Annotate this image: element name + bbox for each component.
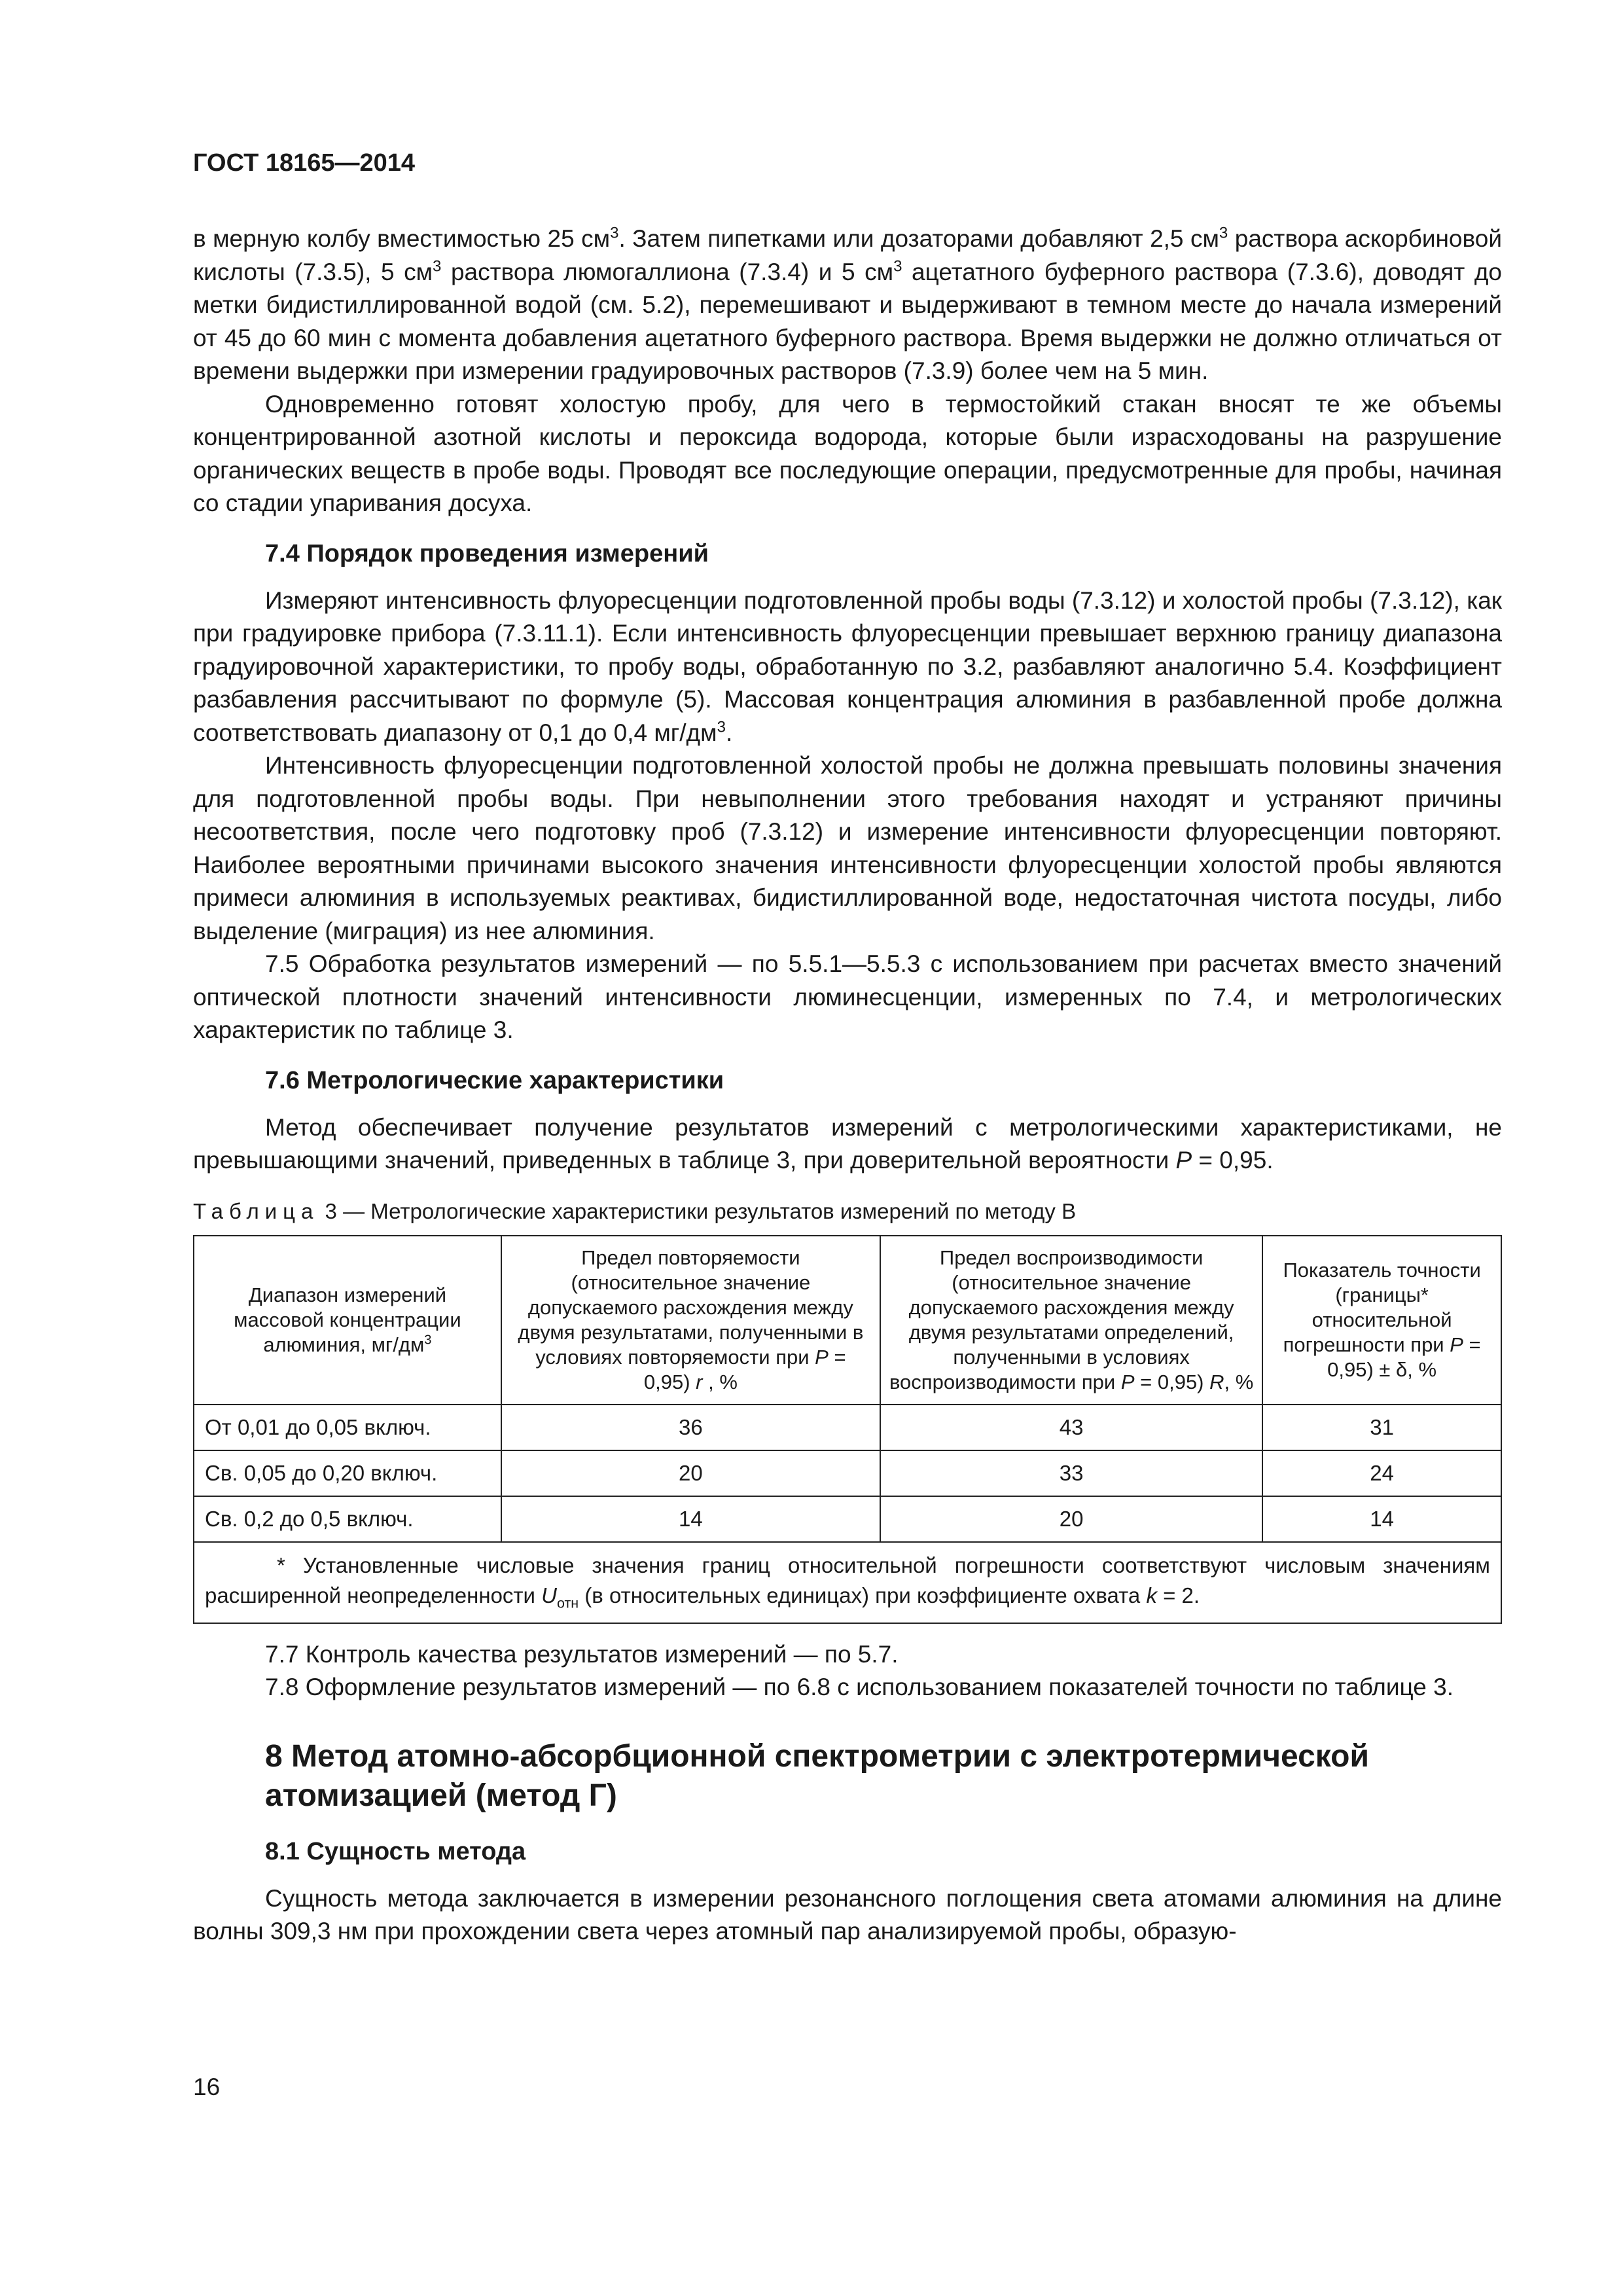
paragraph-8-1: Сущность метода заключается в измерении резонансного поглощения света атомами алюминия на длине волны 309,3 нм при прохождении света через атомный пар анализируемой пробы, образую-: [193, 1884, 1502, 1945]
paragraph-7-8: 7.8 Оформление результатов измерений — по 6.8 с использованием показателей точности по таблице 3.: [265, 1674, 1454, 1700]
table-note-row: [194, 1542, 1501, 1623]
metrology-table: [193, 1235, 1502, 1624]
standard-header: ГОСТ 18165—2014: [193, 149, 416, 177]
paragraph-3: Измеряют интенсивность флуоресценции подготовленной пробы воды (7.3.12) и холостой пробы (7.3.12), как при градуировке прибора (7.3.11.1). Если интенсивность флуоресценции превышает верхнюю границу диапазона градуировочной характеристики, то пробу воды, обработанную по 3.2, разбавляют аналогично 5.4. Коэффициент разбавления рассчитывают по формуле (5). Массовая концентрация алюминия в разбавленной пробе должна соответствовать диапазону от 0,1 до 0,4 $мг/дм^3$.: [193, 586, 1502, 746]
cell-R: 43: [880, 1405, 1262, 1450]
header-accuracy: Показатель точности (границы* относительной погрешности при P = 0,95) ± δ, %: [1262, 1236, 1501, 1405]
section-7-6-heading: 7.6 Метрологические характеристики: [265, 1066, 724, 1094]
section-8-heading: 8 Метод атомно-абсорбционной спектрометрии с электротермической атомизацией (метод Г): [265, 1738, 1369, 1813]
table-caption: Таблица 3 — Метрологические характеристики результатов измерений по методу В: [193, 1198, 1077, 1223]
cell-R: 33: [880, 1450, 1262, 1496]
table-header-row: [194, 1236, 1501, 1405]
table-footnote: * Установленные числовые значения границ относительной погрешности соответствуют числовым значениям расширенной неопределенности $U_{отн}$ (в относительных единицах) при коэффициенте охвата k = 2.: [194, 1542, 1501, 1623]
table-row: [194, 1450, 1501, 1496]
header-range: Диапазон измерений массовой концентрации алюминия, $мг/дм^3$: [194, 1236, 501, 1405]
table-row: [194, 1496, 1501, 1542]
cell-R: 20: [880, 1496, 1262, 1542]
paragraph-2: Одновременно готовят холостую пробу, для чего в термостойкий стакан вносят те же объемы концентрированной азотной кислоты и пероксида водорода, которые были израсходованы на разрушение органических веществ в пробе воды. Проводят все последующие операции, предусмотренные для пробы, начиная со стадии упаривания досуха.: [193, 390, 1502, 516]
paragraph-7-7: 7.7 Контроль качества результатов измерений — по 5.7.: [265, 1640, 899, 1668]
cell-r: 36: [501, 1405, 880, 1450]
cell-range: От 0,01 до 0,05 включ.: [194, 1405, 501, 1450]
cell-delta: 14: [1262, 1496, 1501, 1542]
header-reproducibility: Предел воспроизводимости (относительное значение допускаемого расхождения между двумя результатами определений, полученными в условиях воспроизводимости при P = 0,95) R, %: [880, 1236, 1262, 1405]
cell-delta: 24: [1262, 1450, 1501, 1496]
paragraph-1: в мерную колбу вместимостью 25 $см^3$. Затем пипетками или дозаторами добавляют 2,5 $см^3$ раствора аскорбиновой кислоты (7.3.5), 5 $см^3$ раствора люмогаллиона (7.3.4) и 5 $см^3$ ацетатного буферного раствора (7.3.6), доводят до метки бидистиллированной водой (см. 5.2), перемешивают и выдерживают в темном месте до начала измерений от 45 до 60 мин с момента добавления ацетатного буферного раствора. Время выдержки не должно отличаться от времени выдержки при измерении градуировочных растворов (7.3.9) более чем на 5 мин.: [193, 224, 1502, 384]
section-8-1-heading: 8.1 Сущность метода: [265, 1837, 526, 1865]
page-number: 16: [193, 2073, 221, 2100]
cell-range: Св. 0,2 до 0,5 включ.: [194, 1496, 501, 1542]
paragraph-6: Метод обеспечивает получение результатов измерений с метрологическими характеристиками, не превышающими значений, приведенных в таблице 3, при доверительной вероятности P = 0,95.: [193, 1113, 1502, 1174]
header-repeatability: Предел повторяемости (относительное значение допускаемого расхождения между двумя результатами, полученными в условиях повторяемости при P = 0,95) r , %: [501, 1236, 880, 1405]
cell-r: 20: [501, 1450, 880, 1496]
paragraph-7-5: 7.5 Обработка результатов измерений — по 5.5.1—5.5.3 с использованием при расчетах вместо значений оптической плотности значений интенсивности люминесценции, измеренных по 7.4, и метрологических характеристик по таблице 3.: [193, 950, 1502, 1043]
cell-delta: 31: [1262, 1405, 1501, 1450]
section-7-4-heading: 7.4 Порядок проведения измерений: [265, 539, 709, 567]
document-body: [193, 223, 1502, 1948]
paragraph-4: Интенсивность флуоресценции подготовленной холостой пробы не должна превышать половины значения для подготовленной пробы воды. При невыполнении этого требования находят и устраняют причины несоответствия, после чего подготовку проб (7.3.12) и измерение интенсивности флуоресценции повторяют. Наиболее вероятными причинами высокого значения интенсивности флуоресценции холостой пробы являются примеси алюминия в используемых реактивах, бидистиллированной воде, недостаточная чистота посуды, либо выделение (миграция) из нее алюминия.: [193, 752, 1502, 944]
table-row: [194, 1405, 1501, 1450]
cell-r: 14: [501, 1496, 880, 1542]
cell-range: Св. 0,05 до 0,20 включ.: [194, 1450, 501, 1496]
